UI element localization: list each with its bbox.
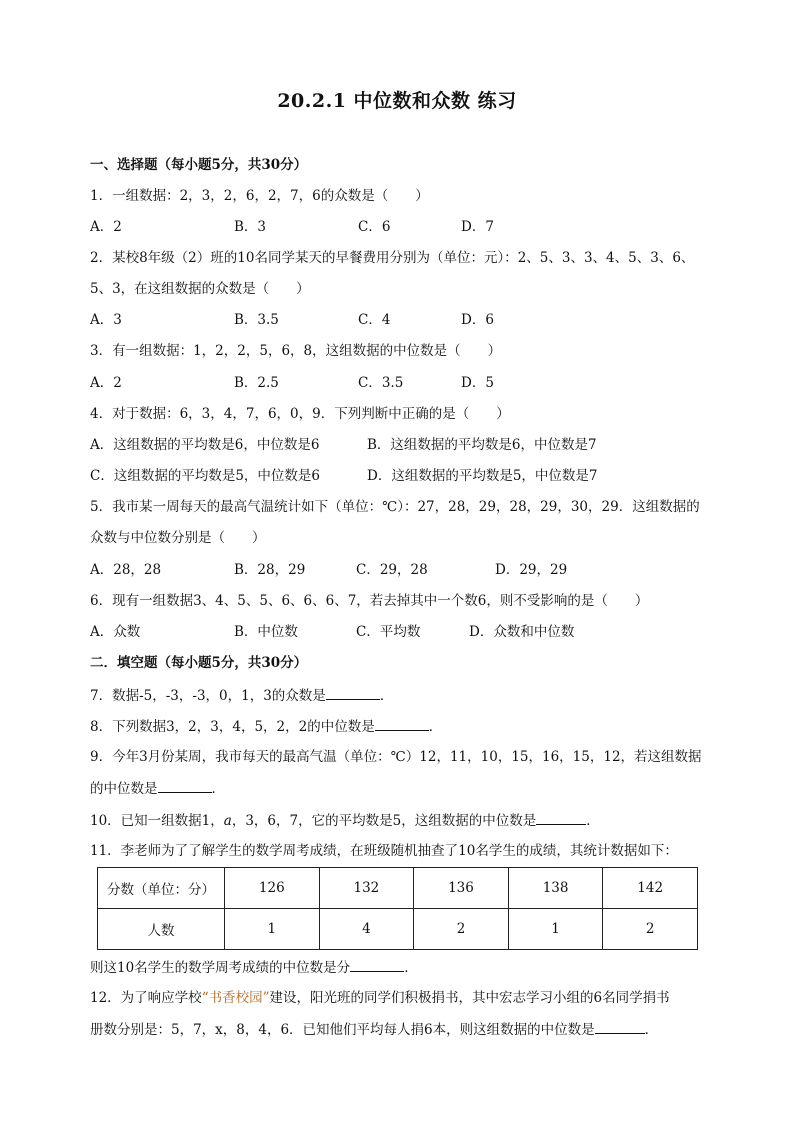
table-cell: 136	[414, 868, 509, 909]
question-9-line-2	[90, 778, 225, 799]
question-11-text: 则这10名学生的数学周考成绩的中位数是分	[90, 960, 351, 976]
option-a: A．28，28	[90, 562, 162, 578]
question-12-line-1	[90, 988, 670, 1008]
question-4-options-row-1	[90, 435, 710, 455]
table-cell: 人数	[98, 909, 225, 950]
option-a: A．2	[90, 219, 122, 235]
option-d: D．6	[461, 312, 494, 328]
question-12-text-3: 册数分别是：5，7，x，8，4，6．已知他们平均每人捐6本，则这组数据的中位数是	[90, 1022, 595, 1038]
question-2-line-2: 5、3，在这组数据的众数是（ ）	[90, 281, 310, 297]
option-d: D．5	[461, 375, 494, 391]
question-4-options-row-2	[90, 466, 710, 486]
question-5-line-2: 众数与中位数分别是（ ）	[90, 530, 266, 546]
option-a: A．众数	[90, 624, 141, 640]
question-8-text: 8．下列数据3，2，3，4，5，2，2的中位数是	[90, 719, 375, 735]
question-10-end: ．	[586, 813, 600, 829]
option-c: C．29，28	[356, 562, 428, 578]
table-cell: 1	[508, 909, 603, 950]
table-cell: 142	[603, 868, 698, 909]
question-8-end: ．	[428, 719, 443, 735]
question-9-end: ．	[211, 781, 225, 797]
option-a: A．3	[90, 312, 122, 328]
score-table	[97, 867, 698, 950]
table-cell: 132	[319, 868, 414, 909]
question-11: 11．李老师为了了解学生的数学周考成绩，在班级随机抽查了10名学生的成绩，其统计数据如下：	[90, 843, 678, 859]
question-6-options	[90, 622, 710, 642]
question-9-line-1: 9．今年3月份某周，我市每天的最高气温（单位：℃）12，11，10，15，16，15，12，若这组数据	[90, 749, 702, 765]
option-c: C．平均数	[356, 624, 421, 640]
table-cell: 1	[225, 909, 320, 950]
question-10-text-2: ，3，6，7，它的平均数是5，这组数据的中位数是	[231, 813, 537, 829]
question-3: 3．有一组数据：1，2，2，5，6，8，这组数据的中位数是（ ）	[90, 343, 502, 359]
question-12-text: 12．为了响应学校	[90, 990, 202, 1006]
table-row	[98, 909, 698, 950]
option-a: A．2	[90, 375, 122, 391]
question-5-options	[90, 560, 710, 580]
answer-blank[interactable]	[595, 1019, 645, 1034]
question-4: 4．对于数据：6，3，4，7，6，0，9．下列判断中正确的是（ ）	[90, 406, 510, 422]
question-8	[90, 716, 442, 737]
question-7-end: ．	[379, 688, 394, 704]
quoted-slogan: “书香校园”	[201, 990, 270, 1006]
option-d: D．众数和中位数	[469, 624, 575, 640]
question-7	[90, 685, 393, 706]
option-c: C．4	[358, 312, 391, 328]
table-cell: 2	[603, 909, 698, 950]
table-cell: 分数（单位：分）	[98, 868, 225, 909]
question-2-line-1: 2．某校8年级（2）班的10名同学某天的早餐费用分别为（单位：元）：2、5、3、3、4、5、3、6、	[90, 250, 695, 266]
option-b: B．中位数	[234, 624, 298, 640]
question-2-options	[90, 310, 710, 330]
option-b: B．3.5	[234, 312, 279, 328]
section-heading-fill: 二．填空题（每小题5分，共30分）	[90, 655, 308, 671]
question-10-text: 10．已知一组数据1，	[90, 813, 224, 829]
question-12-line-2	[90, 1019, 658, 1040]
question-11-end: ．	[404, 960, 418, 976]
question-6: 6．现有一组数据3、4、5、5、6、6、6、7，若去掉其中一个数6，则不受影响的是（ ）	[90, 593, 649, 609]
page-title: 20.2.1 中位数和众数 练习	[277, 90, 517, 112]
table-row	[98, 868, 698, 909]
option-c: C．6	[358, 219, 391, 235]
option-c: C．3.5	[358, 375, 404, 391]
question-12-text-2: 建设，阳光班的同学们积极捐书，其中宏志学习小组的6名同学捐书	[269, 990, 670, 1006]
question-11-answer-line	[90, 957, 418, 978]
variable-a: a	[223, 813, 232, 829]
option-b: B．28，29	[234, 562, 306, 578]
question-5-line-1: 5．我市某一周每天的最高气温统计如下（单位：℃）：27，28，29，28，29，30，29．这组数据的	[90, 499, 700, 515]
question-1: 1．一组数据：2，3，2，6，2，7，6的众数是（ ）	[90, 188, 429, 204]
question-7-text: 7．数据-5，-3，-3，0，1，3的众数是	[90, 688, 326, 704]
option-d: D．这组数据的平均数是5，中位数是7	[367, 468, 598, 484]
option-a: A．这组数据的平均数是6，中位数是6	[90, 437, 320, 453]
question-10	[90, 810, 600, 831]
answer-blank[interactable]	[350, 957, 404, 972]
answer-blank[interactable]	[536, 810, 586, 825]
question-12-end: ．	[644, 1022, 659, 1038]
table-cell: 2	[414, 909, 509, 950]
option-d: D．7	[461, 219, 494, 235]
option-c: C．这组数据的平均数是5，中位数是6	[90, 468, 321, 484]
answer-blank[interactable]	[375, 716, 429, 731]
question-1-options	[90, 217, 710, 237]
option-d: D．29，29	[495, 562, 568, 578]
answer-blank[interactable]	[158, 778, 212, 793]
table-cell: 4	[319, 909, 414, 950]
table-cell: 126	[225, 868, 320, 909]
table-cell: 138	[508, 868, 603, 909]
question-3-options	[90, 373, 710, 393]
answer-blank[interactable]	[326, 685, 380, 700]
option-b: B．这组数据的平均数是6，中位数是7	[367, 437, 597, 453]
question-9-text: 的中位数是	[90, 781, 158, 797]
option-b: B．3	[234, 219, 267, 235]
section-heading-choice: 一、选择题（每小题5分，共30分）	[90, 157, 308, 173]
option-b: B．2.5	[234, 375, 279, 391]
